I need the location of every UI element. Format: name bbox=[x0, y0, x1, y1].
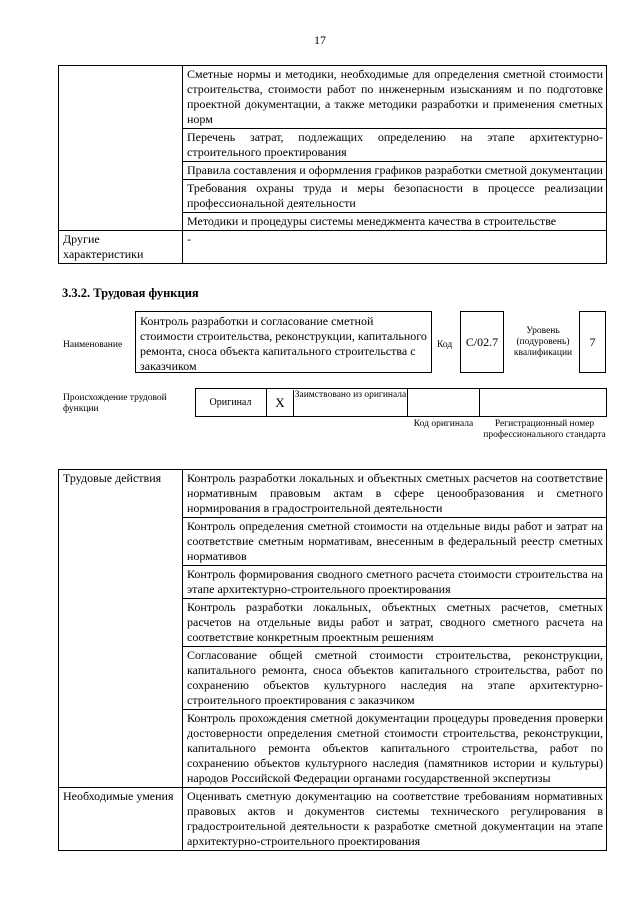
list-item: Контроль определения сметной стоимости на отдельные виды работ и затрат на соответствие сметным нормативам, внесенным в федеральный реестр сметных нормативов bbox=[183, 517, 606, 565]
table-row bbox=[59, 470, 607, 788]
row-content bbox=[183, 788, 607, 851]
page-number: 17 bbox=[314, 33, 326, 47]
borrowed-label: Заимствовано из оригинала bbox=[293, 390, 407, 417]
row-label: Необходимые умения bbox=[59, 788, 183, 851]
section-title: 3.3.2. Трудовая функция bbox=[62, 286, 199, 300]
level-value: 7 bbox=[579, 311, 606, 373]
list-item: Согласование общей сметной стоимости строительства, реконструкции, капитального ремонта, сноса объектов капитального строительства, работ по сохранению объектов культурного наследия на этапе архитектурно-строительного проектирования с заказчиком bbox=[183, 646, 606, 709]
row-content bbox=[183, 231, 607, 264]
list-item: Контроль разработки локальных и объектных сметных расчетов на соответствие нормативным правовым актам в сфере ценообразования и сметного нормирования в градостроительной деятельности bbox=[187, 471, 603, 515]
list-item: Перечень затрат, подлежащих определению на этапе архитектурно-строительного проектирования bbox=[183, 128, 606, 161]
list-item: Контроль формирования сводного сметного расчета стоимости строительства на этапе архитектурно-строительного проектирования bbox=[183, 565, 606, 598]
origin-label: Происхождение трудовой функции bbox=[63, 393, 167, 414]
row-label: Трудовые действия bbox=[59, 470, 183, 788]
row-content bbox=[183, 470, 607, 788]
row-label bbox=[59, 66, 183, 231]
list-item: Оценивать сметную документацию на соответствие требованиям нормативных правовых актов и документов системы технического регулирования в градостроительной деятельности к разработке сметной документации на этапе архитектурно-строительного проектирования bbox=[187, 789, 603, 848]
code-value: C/02.7 bbox=[460, 311, 504, 373]
list-item: Правила составления и оформления графиков разработки сметной документации bbox=[183, 161, 606, 179]
list-item: Контроль прохождения сметной документации процедуры проведения проверки достоверности определения сметной стоимости строительства, реконструкции, капитального ремонта объектов капитального строительства, работ по сохранению объектов культурного наследия (памятников истории и культуры) народов Российской Федерации органами государственной экспертизы bbox=[183, 709, 606, 787]
list-item: Требования охраны труда и меры безопасности в процессе реализации профессиональной деятельности bbox=[183, 179, 606, 212]
knowledge-table bbox=[58, 65, 607, 264]
list-item: - bbox=[187, 232, 191, 246]
list-item: Сметные нормы и методики, необходимые для определения сметной стоимости строительства, стоимости работ по инженерным изысканиям и по подготовке проектной документации, а также методики разработки и применения сметных норм bbox=[187, 67, 603, 126]
name-value: Контроль разработки и согласование сметной стоимости строительства, реконструкции, капитального ремонта, сноса объекта капитального строительства с заказчиком bbox=[140, 314, 427, 373]
code-original-cell bbox=[407, 388, 480, 417]
reg-number-caption: Регистрационный номер профессионального стандарта bbox=[483, 419, 606, 440]
row-content bbox=[183, 66, 607, 231]
level-label: Уровень (подуровень) квалификации bbox=[513, 326, 573, 358]
table-row bbox=[59, 66, 607, 231]
name-label: Наименование bbox=[63, 340, 123, 350]
original-label: Оригинал bbox=[209, 397, 252, 408]
code-label: Код bbox=[437, 340, 453, 350]
table-row bbox=[59, 231, 607, 264]
list-item: Методики и процедуры системы менеджмента качества в строительстве bbox=[183, 212, 606, 230]
original-mark: X bbox=[266, 388, 293, 417]
table-row bbox=[59, 788, 607, 851]
list-item: Контроль разработки локальных, объектных сметных расчетов, сметных расчетов на отдельные виды работ и затрат, сводного сметного расчета на соответствие конкретным проектным решениям bbox=[183, 598, 606, 646]
labor-actions-table bbox=[58, 469, 607, 851]
row-label: Другие характеристики bbox=[59, 231, 183, 264]
name-box bbox=[135, 311, 432, 373]
code-original-caption: Код оригинала bbox=[413, 419, 474, 429]
